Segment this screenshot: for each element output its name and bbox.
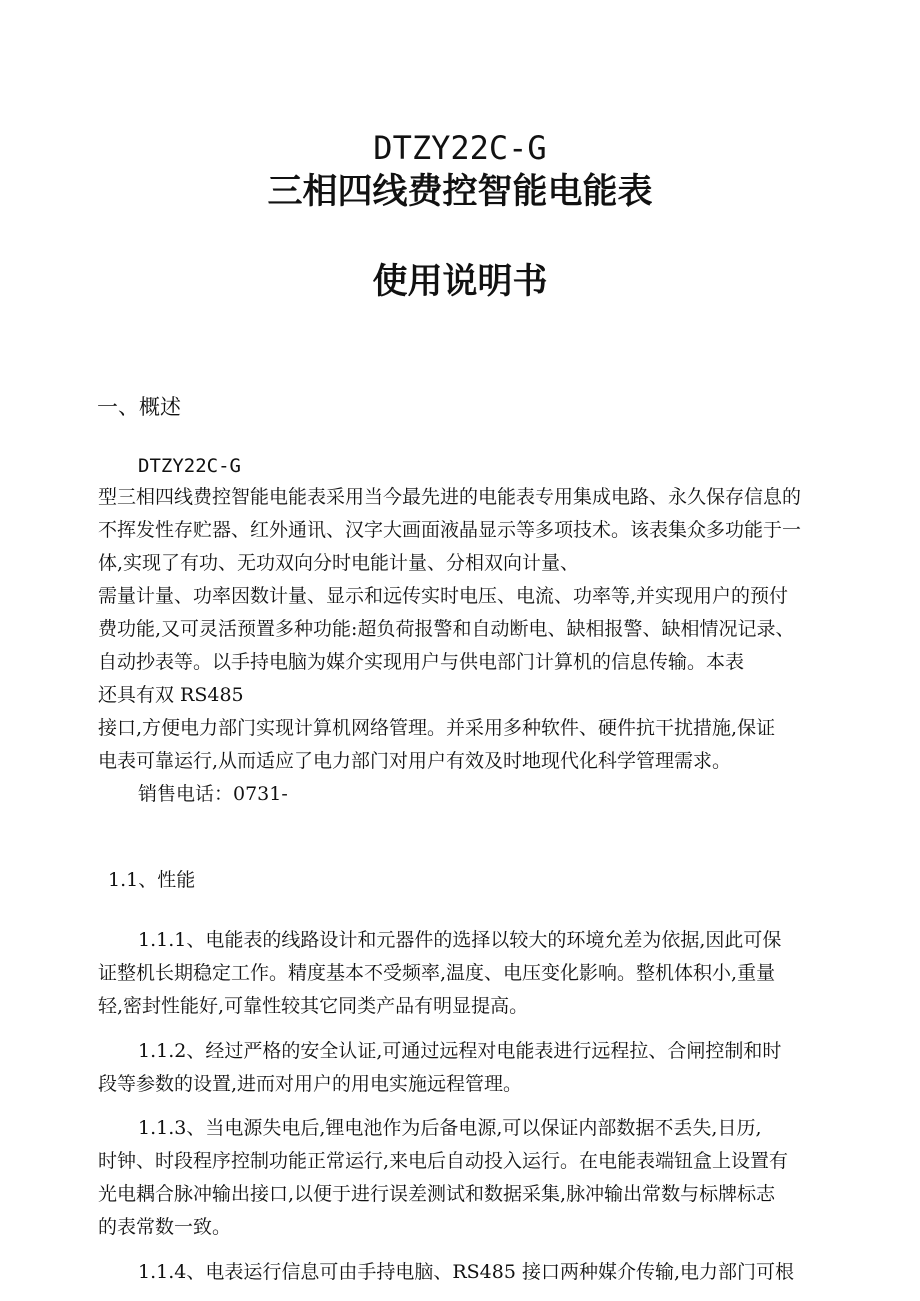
perf-p1-line-1: 证整机长期稳定工作。精度基本不受频率,温度、电压变化影响。整机体积小,重量 bbox=[98, 962, 776, 984]
overview-line-5: 费功能,又可灵活预置多种功能:超负荷报警和自动断电、缺相报警、缺相情况记录、 bbox=[98, 618, 795, 640]
perf-p3-line-2: 光电耦合脉冲输出接口,以便于进行误差测试和数据采集,脉冲输出常数与标牌标志 bbox=[98, 1183, 776, 1205]
perf-p1-line-0: 1.1.1、电能表的线路设计和元器件的选择以较大的环境允差为依据,因此可保 bbox=[138, 929, 782, 951]
doc-title-name: 三相四线费控智能电能表 bbox=[267, 172, 653, 212]
perf-p3-line-0: 1.1.3、当电源失电后,锂电池作为后备电源,可以保证内部数据不丢失,日历, bbox=[138, 1117, 762, 1139]
perf-p4-line-0: 1.1.4、电表运行信息可由手持电脑、RS485 接口两种媒介传输,电力部门可根 bbox=[138, 1261, 795, 1283]
overview-line-2: 不挥发性存贮器、红外通讯、汉字大画面液晶显示等多项技术。该表集众多功能于一 bbox=[98, 519, 802, 541]
overview-line-9: 电表可靠运行,从而适应了电力部门对用户有效及时地现代化科学管理需求。 bbox=[98, 750, 732, 772]
perf-p3-line-1: 时钟、时段程序控制功能正常运行,来电后自动投入运行。在电能表端钮盒上设置有 bbox=[98, 1150, 789, 1172]
section-heading-performance: 1.1、性能 bbox=[108, 869, 196, 891]
perf-p1-line-2: 轻,密封性能好,可靠性较其它同类产品有明显提高。 bbox=[98, 995, 529, 1017]
overview-line-7: 还具有双 RS485 bbox=[98, 684, 244, 706]
overview-line-0: DTZY22C-G bbox=[138, 455, 241, 477]
overview-line-3: 体,实现了有功、无功双向分时电能计量、分相双向计量、 bbox=[98, 552, 580, 574]
section-heading-overview: 一、概述 bbox=[97, 395, 181, 419]
doc-title-model: DTZY22C-G bbox=[373, 129, 547, 167]
perf-p2-line-0: 1.1.2、经过严格的安全认证,可通过远程对电能表进行远程拉、合闸控制和时 bbox=[138, 1040, 782, 1062]
overview-line-4: 需量计量、功率因数计量、显示和远传实时电压、电流、功率等,并实现用户的预付 bbox=[98, 585, 789, 607]
perf-p2-line-1: 段等参数的设置,进而对用户的用电实施远程管理。 bbox=[98, 1073, 523, 1095]
overview-line-1: 型三相四线费控智能电能表采用当今最先进的电能表专用集成电路、永久保存信息的 bbox=[98, 486, 802, 508]
overview-line-8: 接口,方便电力部门实现计算机网络管理。并采用多种软件、硬件抗干扰措施,保证 bbox=[98, 717, 776, 739]
doc-title-manual: 使用说明书 bbox=[372, 262, 548, 302]
overview-line-6: 自动抄表等。以手持电脑为媒介实现用户与供电部门计算机的信息传输。本表 bbox=[98, 651, 745, 673]
sales-phone: 销售电话：0731- bbox=[138, 783, 288, 805]
perf-p3-line-3: 的表常数一致。 bbox=[98, 1216, 232, 1238]
